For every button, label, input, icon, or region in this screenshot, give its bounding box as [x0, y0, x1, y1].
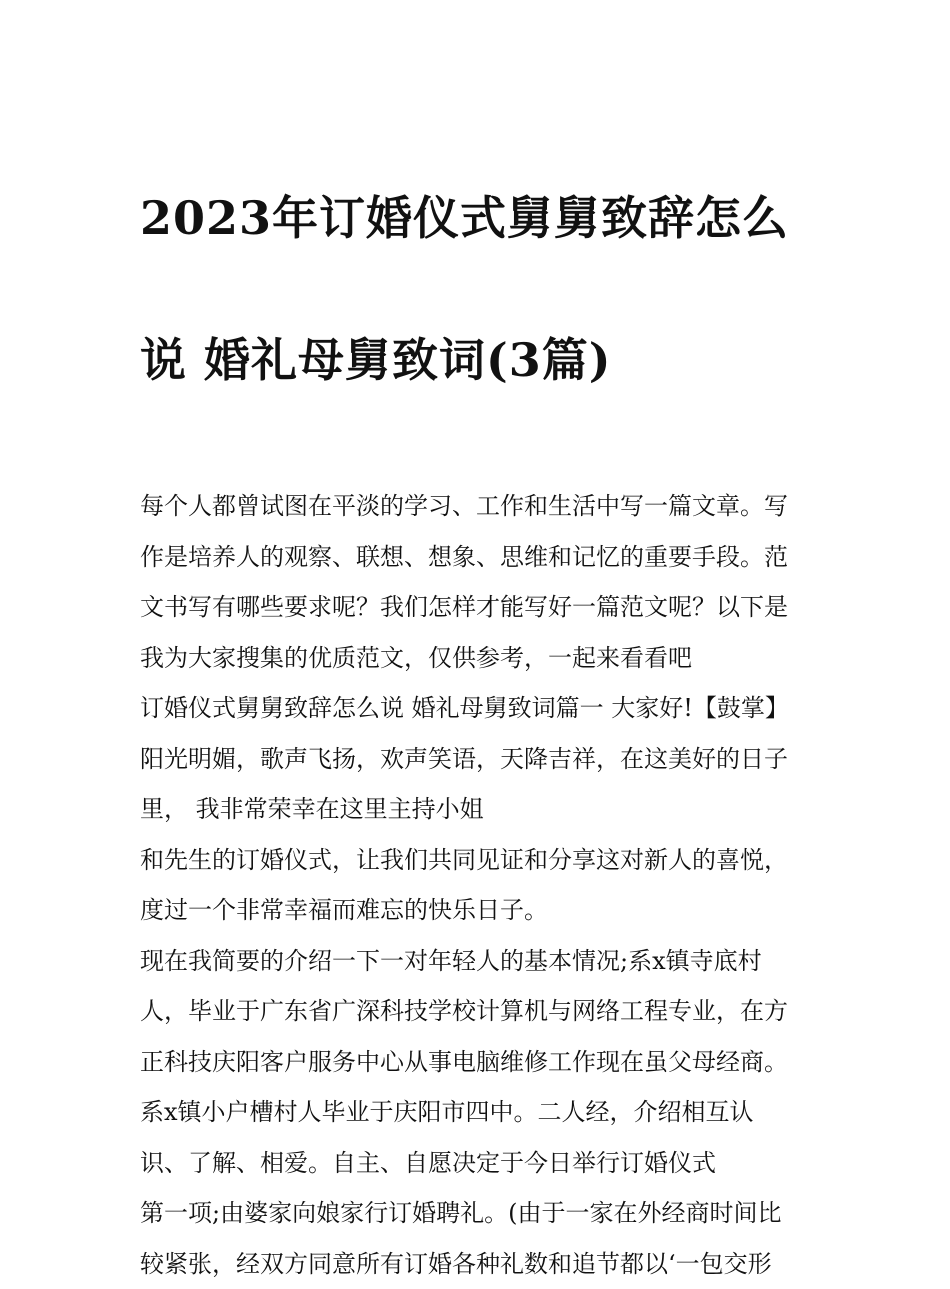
- text-line: 较紧张，经双方同意所有订婚各种礼数和追节都以‘一包交形: [140, 1239, 820, 1289]
- intro-paragraph: [140, 481, 820, 683]
- text-line: 作是培养人的观察、联想、想象、思维和记忆的重要手段。范: [140, 532, 820, 583]
- first-item-paragraph: [140, 1188, 820, 1289]
- text-line: 里， 我非常荣幸在这里主持小姐: [140, 784, 820, 835]
- text-line: 系x镇小户槽村人毕业于庆阳市四中。二人经，介绍相互认: [140, 1087, 820, 1138]
- title-line-1: 2023年订婚仪式舅舅致辞怎么: [140, 183, 820, 254]
- text-line: 文书写有哪些要求呢？我们怎样才能写好一篇范文呢？以下是: [140, 582, 820, 633]
- text-line: 每个人都曾试图在平淡的学习、工作和生活中写一篇文章。写: [140, 481, 820, 532]
- document-body: [140, 112, 820, 1289]
- text-line: 和先生的订婚仪式，让我们共同见证和分享这对新人的喜悦，: [140, 835, 820, 886]
- ceremony-paragraph: [140, 835, 820, 936]
- text-line: 阳光明媚，歌声飞扬，欢声笑语，天降吉祥，在这美好的日子: [140, 734, 820, 785]
- text-line: 人，毕业于广东省广深科技学校计算机与网络工程专业，在方: [140, 986, 820, 1037]
- text-line: 度过一个非常幸福而难忘的快乐日子。: [140, 885, 820, 936]
- document-title: [140, 112, 820, 467]
- text-line: 识、了解、相爱。自主、自愿决定于今日举行订婚仪式: [140, 1138, 820, 1189]
- couple-introduction-paragraph: [140, 936, 820, 1189]
- text-line: 订婚仪式舅舅致辞怎么说 婚礼母舅致词篇一 大家好!【鼓掌】: [140, 683, 820, 734]
- text-line: 正科技庆阳客户服务中心从事电脑维修工作现在虽父母经商。: [140, 1037, 820, 1088]
- title-line-2: 说 婚礼母舅致词(3篇): [140, 325, 820, 396]
- text-line: 第一项;由婆家向娘家行订婚聘礼。(由于一家在外经商时间比: [140, 1188, 820, 1239]
- text-line: 现在我简要的介绍一下一对年轻人的基本情况;系x镇寺底村: [140, 936, 820, 987]
- text-line: 我为大家搜集的优质范文，仅供参考，一起来看看吧: [140, 633, 820, 684]
- speech-opening-paragraph: [140, 683, 820, 835]
